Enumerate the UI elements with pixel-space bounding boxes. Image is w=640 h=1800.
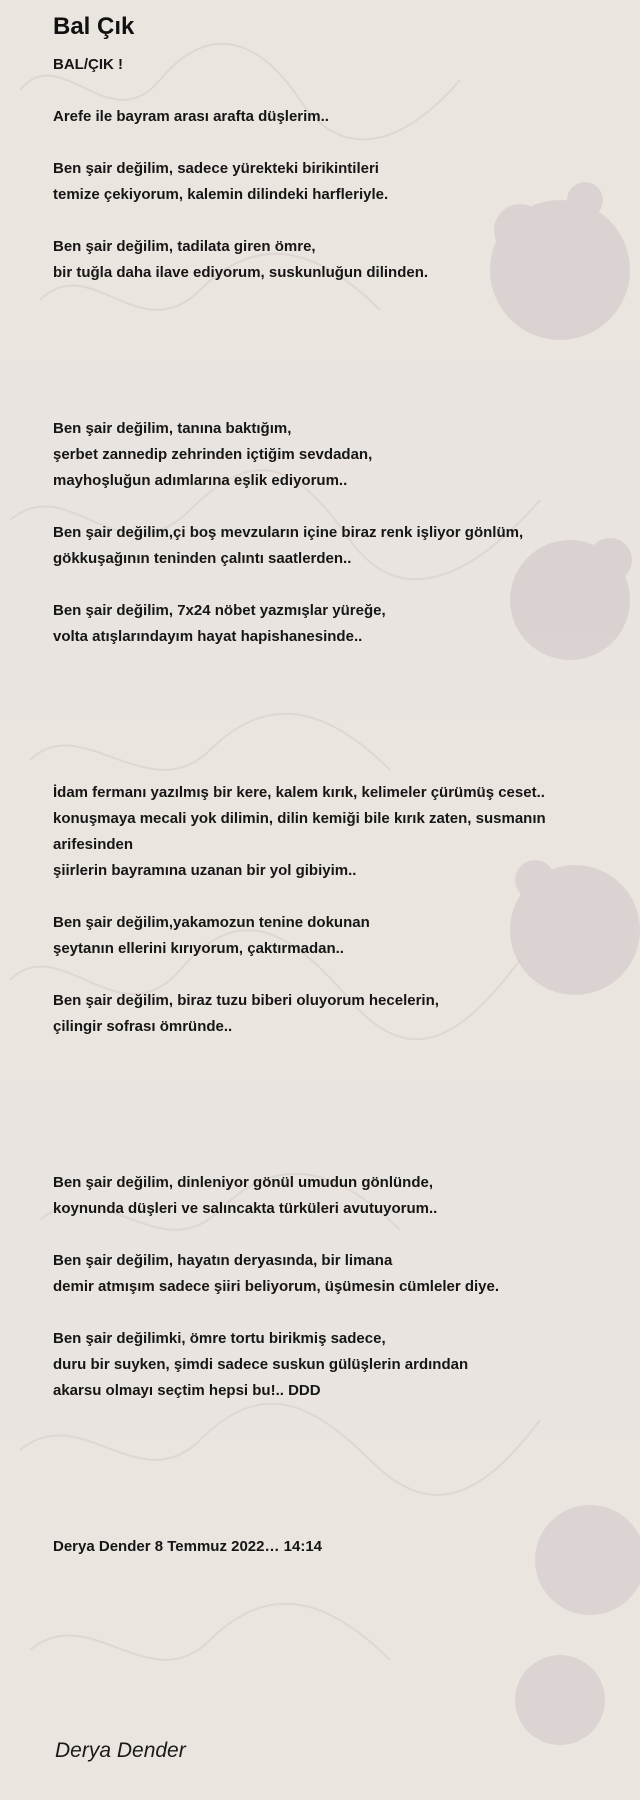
poem-line <box>53 728 613 754</box>
poem-line: demir atmışım sadece şiiri beliyorum, üşümesin cümleler diye. <box>53 1278 500 1295</box>
poem-line <box>53 1482 613 1508</box>
poem-line: arifesinden <box>53 836 134 853</box>
poem-line <box>53 1118 613 1144</box>
poem-line: şeytanın ellerini kırıyorum, çaktırmadan.. <box>53 940 344 957</box>
poem-line: şerbet zannedip zehrinden içtiğim sevdadan, <box>53 446 373 463</box>
poem-line: Ben şair değilim, tadilata giren ömre, <box>53 238 316 255</box>
poem-line <box>53 1456 613 1482</box>
poem-page <box>53 12 613 1560</box>
poem-line: Ben şair değilim, dinleniyor gönül umudun gönlünde, <box>53 1174 434 1191</box>
poem-line: Ben şair değilim,çi boş mevzuların içine biraz renk işliyor gönlüm, <box>53 524 524 541</box>
poem-line <box>53 208 613 234</box>
poem-line <box>53 494 613 520</box>
poem-line <box>53 1144 613 1170</box>
poem-line: koynunda düşleri ve salıncakta türküleri avutuyorum.. <box>53 1200 438 1217</box>
poem-line: Ben şair değilimki, ömre tortu birikmiş sadece, <box>53 1330 386 1347</box>
poem-line <box>53 884 613 910</box>
poem-line <box>53 390 613 416</box>
poem-line: akarsu olmayı seçtim hepsi bu!.. DDD <box>53 1382 321 1399</box>
poem-line: konuşmaya mecali yok dilimin, dilin kemiği bile kırık zaten, susmanın <box>53 810 546 827</box>
poem-line <box>53 702 613 728</box>
poem-line <box>53 676 613 702</box>
poem-line: Ben şair değilim, 7x24 nöbet yazmışlar yüreğe, <box>53 602 386 619</box>
poem-line <box>53 286 613 312</box>
poem-line <box>53 1508 613 1534</box>
poem-line: volta atışlarındayım hayat hapishanesinde.. <box>53 628 363 645</box>
poem-line: şiirlerin bayramına uzanan bir yol gibiyim.. <box>53 862 357 879</box>
poem-line: Ben şair değilim, hayatın deryasında, bir limana <box>53 1252 393 1269</box>
poem-line <box>53 1300 613 1326</box>
poem-line <box>53 338 613 364</box>
poem-line: temize çekiyorum, kalemin dilindeki harfleriyle. <box>53 186 389 203</box>
poem-body <box>53 52 613 1560</box>
poem-line: Ben şair değilim, sadece yürekteki birikintileri <box>53 160 379 177</box>
author-signature: Derya Dender <box>55 1739 186 1762</box>
poem-line: Ben şair değilim, biraz tuzu biberi oluyorum hecelerin, <box>53 992 439 1009</box>
poem-line: duru bir suyken, şimdi sadece suskun gülüşlerin ardından <box>53 1356 469 1373</box>
poem-line: Arefe ile bayram arası arafta düşlerim.. <box>53 108 329 125</box>
poem-line <box>53 1040 613 1066</box>
poem-line: Ben şair değilim, tanına baktığım, <box>53 420 292 437</box>
poem-line <box>53 572 613 598</box>
poem-line <box>53 312 613 338</box>
poem-line <box>53 78 613 104</box>
poem-line: Derya Dender 8 Temmuz 2022… 14:14 <box>53 1538 323 1555</box>
poem-line: gökkuşağının teninden çalıntı saatlerden.. <box>53 550 352 567</box>
poem-title: Bal Çık <box>53 13 135 40</box>
poem-line: bir tuğla daha ilave ediyorum, suskunluğun dilinden. <box>53 264 429 281</box>
poem-line <box>53 650 613 676</box>
poem-line <box>53 1066 613 1092</box>
poem-line <box>53 364 613 390</box>
poem-line <box>53 1222 613 1248</box>
poem-line <box>53 1092 613 1118</box>
poem-line <box>53 1404 613 1430</box>
poem-line: mayhoşluğun adımlarına eşlik ediyorum.. <box>53 472 348 489</box>
poem-line: Ben şair değilim,yakamozun tenine dokunan <box>53 914 370 931</box>
poem-line <box>53 962 613 988</box>
poem-line <box>53 754 613 780</box>
poem-line: BAL/ÇIK ! <box>53 56 123 73</box>
poem-line <box>53 1430 613 1456</box>
poem-line: İdam fermanı yazılmış bir kere, kalem kırık, kelimeler çürümüş ceset.. <box>53 784 545 801</box>
poem-line <box>53 130 613 156</box>
poem-line: çilingir sofrası ömründe.. <box>53 1018 233 1035</box>
